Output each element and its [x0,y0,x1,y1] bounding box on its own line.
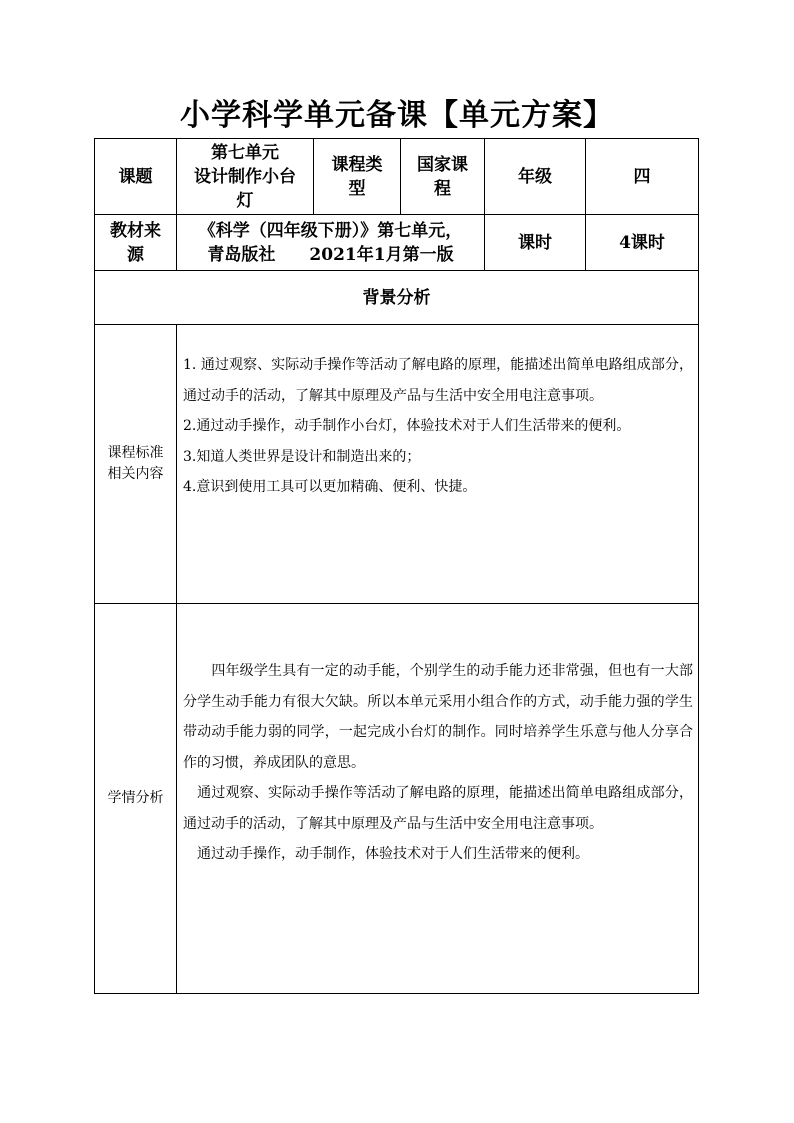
course-type-label-line: 型 [348,178,366,199]
topic-label: 课题 [118,166,153,187]
standards-item: 1. 通过观察、实际动手操作等活动了解电路的原理，能描述出简单电路组成部分，通过动手的活动，了解其中原理及产品与生活中安全用电注意事项。 [183,357,693,404]
topic-line: 第七单元 [211,142,279,163]
table-border-bottom [94,993,699,994]
standards-item: 2.通过动手操作，动手制作小台灯，体验技术对于人们生活带来的便利。 [183,418,631,434]
grade-label: 年级 [518,166,552,187]
course-type-label [314,139,400,214]
standards-item: 3.知道人类世界是设计和制造出来的； [183,448,421,465]
standards-label [95,325,176,603]
analysis-label: 学情分析 [107,790,164,806]
topic-line: 灯 [236,190,254,211]
section-heading: 背景分析 [362,287,431,308]
standards-label-line: 相关内容 [107,466,164,482]
standards-item: 4.意识到使用工具可以更加精确、便利、快捷。 [183,479,477,495]
analysis-paragraph: 四年级学生具有一定的动手能，个别学生的动手能力还非常强，但也有一大部分学生动手能力有很大欠缺。所以本单元采用小组合作的方式，动手能力强的学生带动动手能力弱的同学，一起完成小台灯的制作。同时培养学生乐意与他人分享合作的习惯，养成团队的意思。 [183,663,693,771]
analysis-paragraph: 通过动手操作，动手制作，体验技术对于人们生活带来的便利。 [183,846,589,862]
source-label-line: 源 [127,244,144,265]
course-type-label-line: 课程类 [331,154,383,175]
column-divider [176,324,177,994]
document-title: 小学科学单元备课【单元方案】 [180,98,614,133]
topic-line: 设计制作小台 [194,166,296,187]
hours-value: 4课时 [619,232,665,253]
hours-label: 课时 [518,232,552,253]
row-divider [94,324,699,325]
course-type-line: 国家课 [417,154,468,175]
source-label-line: 教材来 [110,220,161,241]
grade-value: 四 [633,166,651,187]
source-line: 《科学（四年级下册）》第七单元， [198,220,463,241]
standards-content [183,350,693,503]
course-type-value [401,139,484,214]
course-type-line: 程 [434,178,451,199]
source-line: 青岛版社 2021年1月第一版 [207,244,454,265]
analysis-paragraph: 通过观察、实际动手操作等活动了解电路的原理，能描述出简单电路组成部分，通过动手的活动，了解其中原理及产品与生活中安全用电注意事项。 [183,785,693,832]
table-border-right [698,138,699,994]
standards-label-line: 课程标准 [107,445,164,461]
row-divider [94,603,699,604]
analysis-content [183,656,693,870]
source-label [95,215,176,270]
topic-value [177,139,313,214]
source-value [177,215,484,270]
